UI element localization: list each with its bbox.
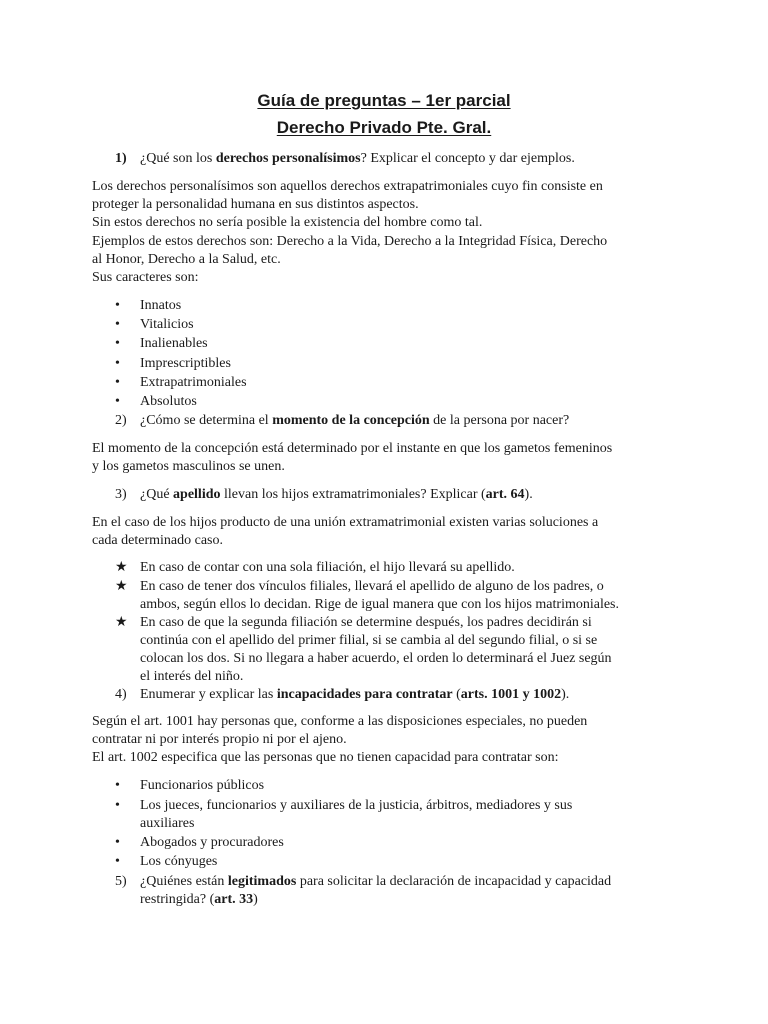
doc-title: Guía de preguntas – 1er parcial — [257, 91, 511, 110]
list-item: Imprescriptibles — [140, 356, 231, 371]
answer-line: Ejemplos de estos derechos son: Derecho a la Vida, Derecho a la Integridad Física, Derecho — [92, 234, 608, 249]
bullet-icon: • — [115, 317, 120, 332]
list-item: Los jueces, funcionarios y auxiliares de la justicia, árbitros, mediadores y sus — [140, 798, 573, 813]
question-5: ¿Quiénes están legitimados para solicitar la declaración de incapacidad y capacidad — [140, 874, 612, 889]
question-2: ¿Cómo se determina el momento de la concepción de la persona por nacer? — [140, 413, 570, 428]
answer-line: cada determinado caso. — [92, 533, 223, 548]
list-item: Funcionarios públicos — [140, 778, 265, 793]
answer-line: Según el art. 1001 hay personas que, conforme a las disposiciones especiales, no pueden — [92, 714, 588, 729]
answer-line: En el caso de los hijos producto de una unión extramatrimonial existen varias soluciones a — [92, 515, 599, 530]
answer-line: al Honor, Derecho a la Salud, etc. — [92, 252, 281, 267]
list-item: Vitalicios — [140, 317, 194, 332]
question-number: 5) — [115, 874, 127, 889]
answer-line: El momento de la concepción está determinado por el instante en que los gametos femeninos — [92, 441, 613, 456]
answer-line: El art. 1002 especifica que las personas que no tienen capacidad para contratar son: — [92, 750, 559, 765]
list-item: En caso de que la segunda filiación se determine después, los padres decidirán si — [140, 615, 592, 630]
list-item: Los cónyuges — [140, 854, 218, 869]
bullet-icon: • — [115, 854, 120, 869]
list-item: Absolutos — [140, 394, 197, 409]
list-item-cont: colocan los dos. Si no llegara a haber acuerdo, el orden lo determinará el Juez según — [140, 651, 612, 666]
question-4: Enumerar y explicar las incapacidades para contratar (arts. 1001 y 1002). — [140, 687, 570, 702]
bullet-icon: • — [115, 375, 120, 390]
bullet-icon: • — [115, 798, 120, 813]
bullet-icon: • — [115, 356, 120, 371]
list-item: Innatos — [140, 298, 182, 313]
bullet-icon: • — [115, 298, 120, 313]
list-item-cont: el interés del niño. — [140, 669, 244, 684]
list-item-cont: auxiliares — [140, 816, 195, 831]
bullet-icon: • — [115, 394, 120, 409]
question-1: ¿Qué son los derechos personalísimos? Explicar el concepto y dar ejemplos. — [140, 151, 575, 166]
question-3: ¿Qué apellido llevan los hijos extramatrimoniales? Explicar (art. 64). — [140, 487, 533, 502]
bullet-icon: • — [115, 336, 120, 351]
list-item-cont: ambos, según ellos lo decidan. Rige de igual manera que con los hijos matrimoniales. — [140, 597, 620, 612]
doc-subtitle: Derecho Privado Pte. Gral. — [276, 118, 492, 137]
star-icon: ★ — [115, 615, 128, 630]
list-item: Abogados y procuradores — [140, 835, 284, 850]
answer-line: proteger la personalidad humana en sus distintos aspectos. — [92, 197, 419, 212]
list-item: Extrapatrimoniales — [140, 375, 247, 390]
list-item: Inalienables — [140, 336, 208, 351]
list-item: En caso de contar con una sola filiación, el hijo llevará su apellido. — [140, 560, 515, 575]
question-number: 2) — [115, 413, 127, 428]
star-icon: ★ — [115, 560, 128, 575]
question-number: 1) — [115, 151, 127, 166]
question-number: 4) — [115, 687, 127, 702]
answer-line: Sus caracteres son: — [92, 270, 199, 285]
list-item-cont: continúa con el apellido del primer filial, si se cambia al del segundo filial, o si se — [140, 633, 598, 648]
answer-line: contratar ni por interés propio ni por el ajeno. — [92, 732, 347, 747]
bullet-icon: • — [115, 835, 120, 850]
answer-line: Sin estos derechos no sería posible la existencia del hombre como tal. — [92, 215, 483, 230]
answer-line: Los derechos personalísimos son aquellos derechos extrapatrimoniales cuyo fin consiste en — [92, 179, 603, 194]
bullet-icon: • — [115, 778, 120, 793]
star-icon: ★ — [115, 579, 128, 594]
question-number: 3) — [115, 487, 127, 502]
question-5-cont: restringida? (art. 33) — [140, 892, 258, 907]
answer-line: y los gametos masculinos se unen. — [92, 459, 285, 474]
list-item: En caso de tener dos vínculos filiales, llevará el apellido de alguno de los padres, o — [140, 579, 604, 594]
